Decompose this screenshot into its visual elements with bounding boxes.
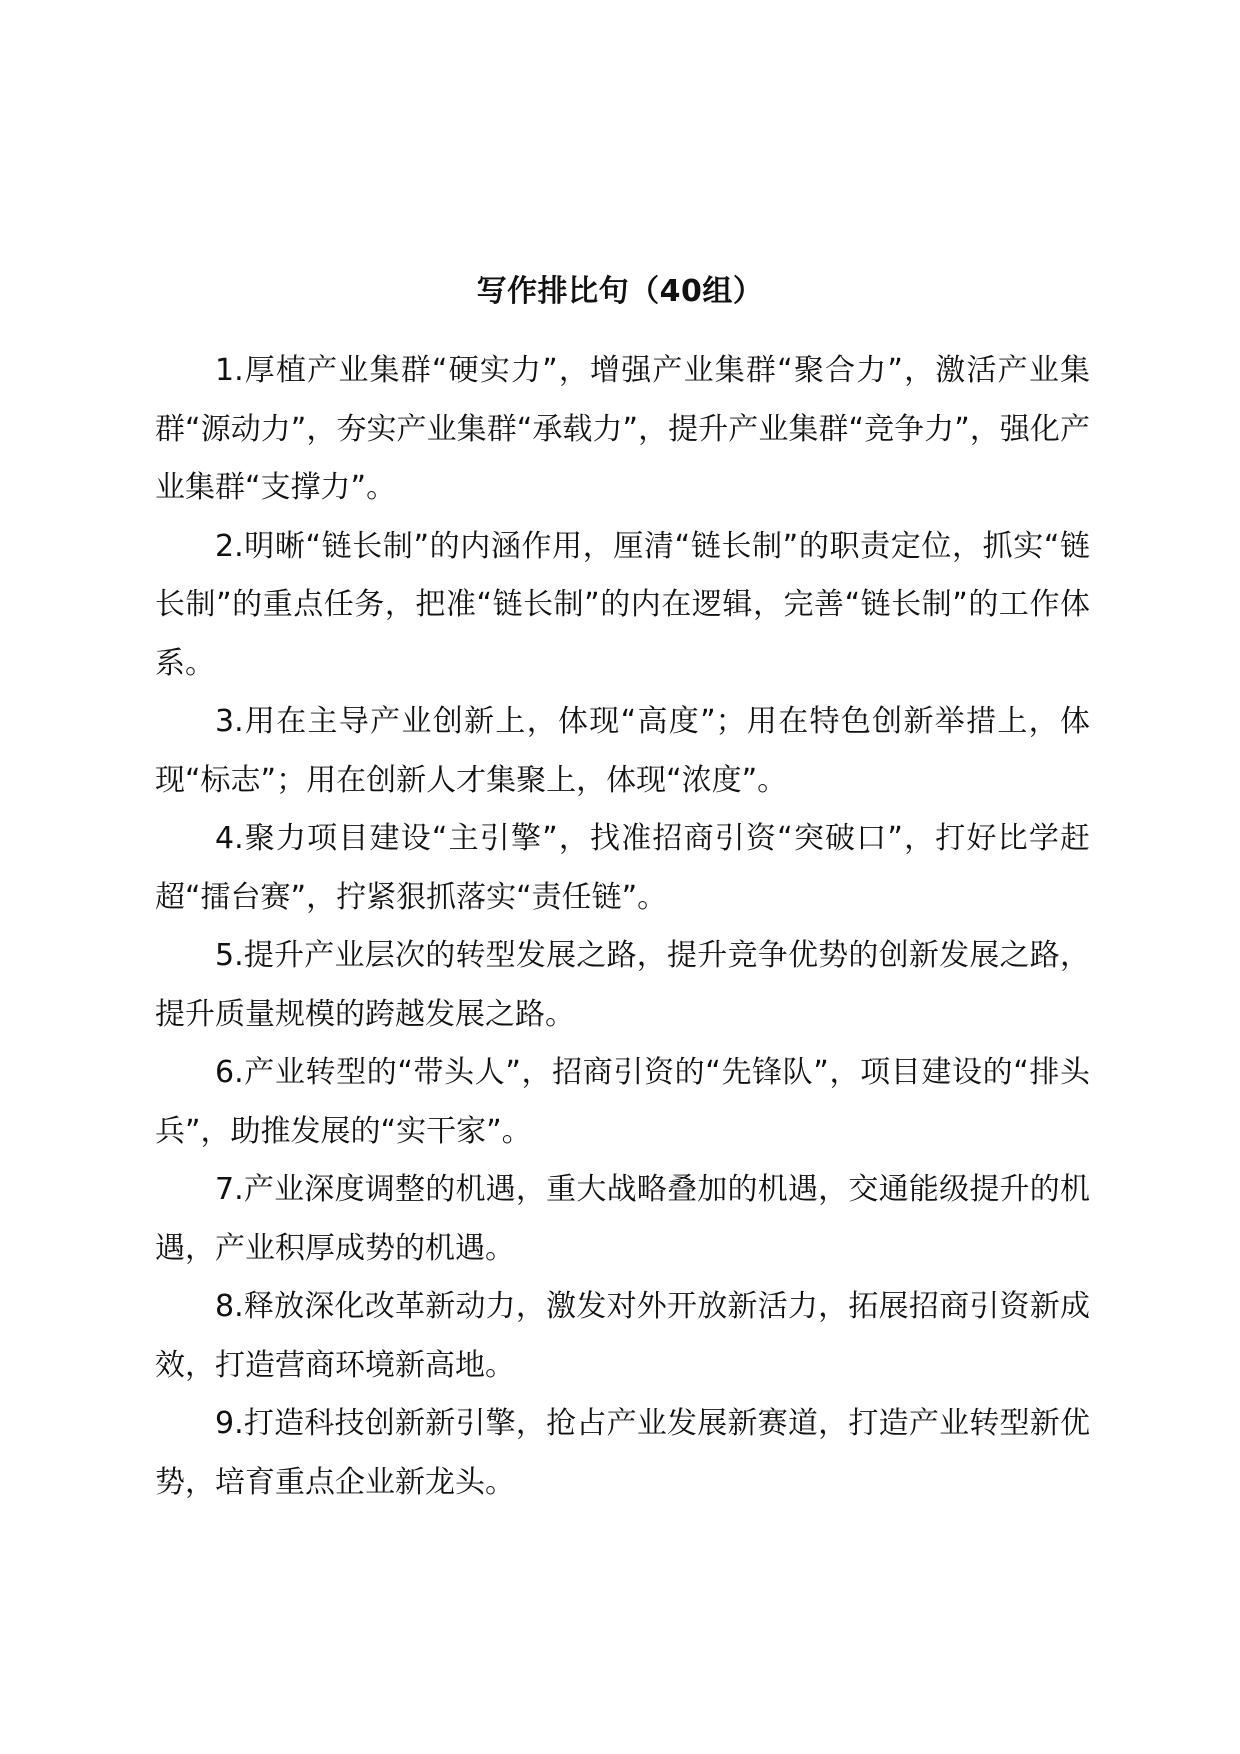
paragraph-3: 3.用在主导产业创新上，体现“高度”；用在特色创新举措上，体现“标志”；用在创新人才集聚上，体现“浓度”。 bbox=[155, 704, 1090, 798]
paragraph-6: 6.产业转型的“带头人”，招商引资的“先锋队”，项目建设的“排头兵”，助推发展的“实干家”。 bbox=[155, 1055, 1090, 1149]
document-title: 写作排比句（40组） bbox=[476, 274, 764, 309]
paragraph-8: 8.释放深化改革新动力，激发对外开放新活力，拓展招商引资新成效，打造营商环境新高地。 bbox=[155, 1289, 1090, 1383]
document-body bbox=[155, 342, 1090, 1512]
paragraph-2: 2.明晰“链长制”的内涵作用，厘清“链长制”的职责定位，抓实“链长制”的重点任务，把准“链长制”的内在逻辑，完善“链长制”的工作体系。 bbox=[155, 528, 1090, 681]
paragraph-1: 1.厚植产业集群“硬实力”，增强产业集群“聚合力”，激活产业集群“源动力”，夯实产业集群“承载力”，提升产业集群“竞争力”，强化产业集群“支撑力”。 bbox=[155, 353, 1090, 505]
paragraph-4: 4.聚力项目建设“主引擎”，找准招商引资“突破口”，打好比学赶超“擂台赛”，拧紧狠抓落实“责任链”。 bbox=[155, 821, 1090, 915]
paragraph-5: 5.提升产业层次的转型发展之路，提升竞争优势的创新发展之路，提升质量规模的跨越发展之路。 bbox=[155, 938, 1090, 1032]
paragraph-7: 7.产业深度调整的机遇，重大战略叠加的机遇，交通能级提升的机遇，产业积厚成势的机遇。 bbox=[155, 1172, 1090, 1266]
paragraph-9: 9.打造科技创新新引擎，抢占产业发展新赛道，打造产业转型新优势，培育重点企业新龙头。 bbox=[155, 1406, 1090, 1500]
